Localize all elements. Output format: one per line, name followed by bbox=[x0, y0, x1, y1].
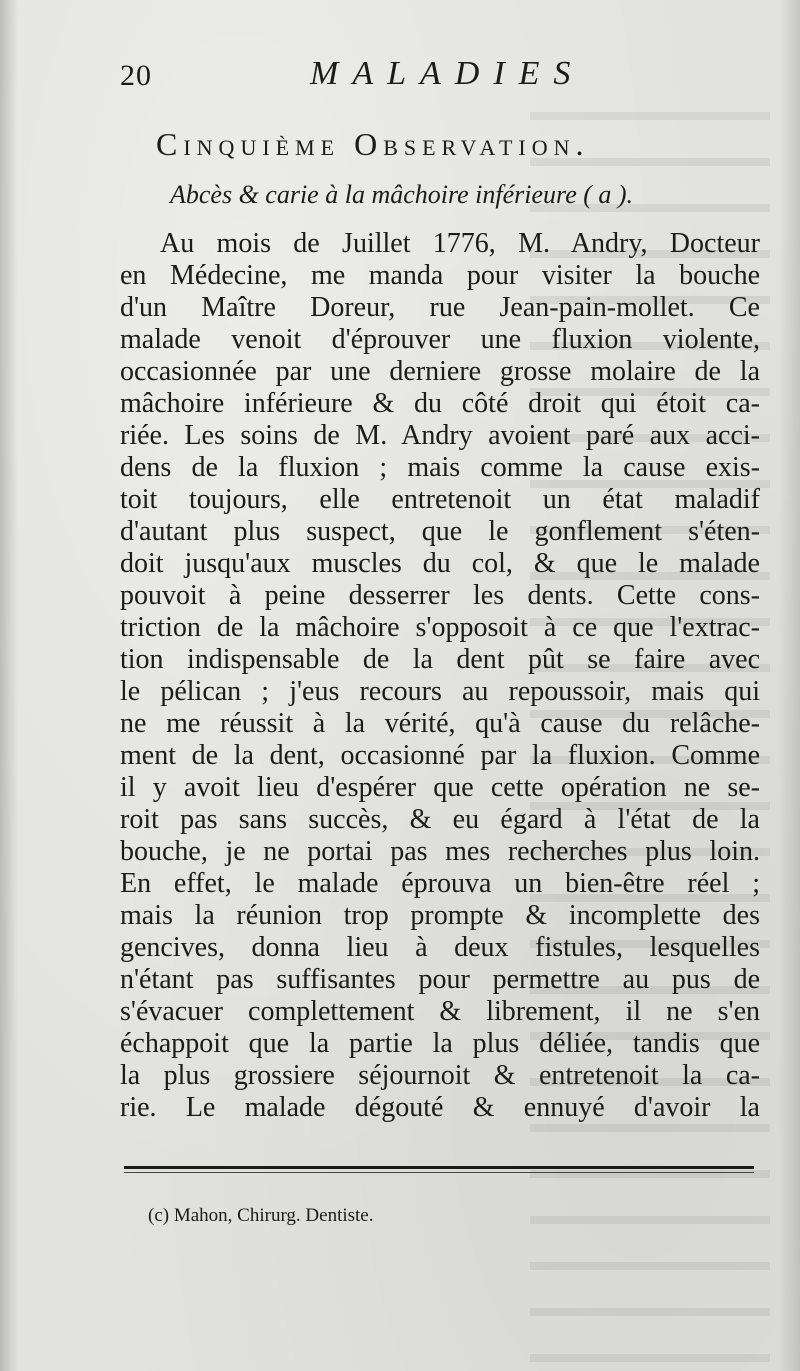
text-line: malade venoit d'éprouver une fluxion violente, bbox=[120, 324, 760, 355]
text-line: Au mois de Juillet 1776, M. Andry, Docteur bbox=[160, 228, 760, 259]
page-header bbox=[120, 55, 590, 99]
text-line: échappoit que la partie la plus déliée, tandis que bbox=[120, 1028, 760, 1059]
text-line: ment de la dent, occasionné par la fluxion. Comme bbox=[120, 740, 760, 771]
text-line: d'un Maître Doreur, rue Jean-pain-mollet. Ce bbox=[120, 292, 760, 323]
text-line: roit pas sans succès, & eu égard à l'état de la bbox=[120, 804, 760, 835]
text-line: gencives, donna lieu à deux fistules, lesquelles bbox=[120, 932, 760, 963]
page-number: 20 bbox=[120, 59, 152, 92]
text-line: toit toujours, elle entretenoit un état maladif bbox=[120, 484, 760, 515]
text-line: s'évacuer complettement & librement, il ne s'en bbox=[120, 996, 760, 1027]
text-line: mais la réunion trop prompte & incomplette des bbox=[120, 900, 760, 931]
text-line: le pélican ; j'eus recours au repoussoir, mais qui bbox=[120, 676, 760, 707]
footnote: (c) Mahon, Chirurg. Dentiste. bbox=[148, 1205, 374, 1226]
text-line: la plus grossiere séjournoit & entretenoit la ca- bbox=[120, 1060, 760, 1091]
text-line: bouche, je ne portai pas mes recherches plus loin. bbox=[120, 836, 760, 867]
text-line: triction de la mâchoire s'opposoit à ce que l'extrac- bbox=[120, 612, 760, 643]
running-head: MALADIES bbox=[310, 55, 585, 92]
text-line: en Médecine, me manda pour visiter la bouche bbox=[120, 260, 760, 291]
text-line: ne me réussit à la vérité, qu'à cause du relâche- bbox=[120, 708, 760, 739]
text-line: dens de la fluxion ; mais comme la cause exis- bbox=[120, 452, 760, 483]
text-line: En effet, le malade éprouva un bien-être réel ; bbox=[120, 868, 760, 899]
text-line: d'autant plus suspect, que le gonflement s'éten- bbox=[120, 516, 760, 547]
body-text bbox=[120, 228, 760, 1124]
footnote-rule-thin bbox=[124, 1172, 754, 1173]
footnote-rule bbox=[124, 1166, 754, 1169]
text-line: occasionnée par une derniere grosse molaire de la bbox=[120, 356, 760, 387]
text-line: mâchoire inférieure & du côté droit qui étoit ca- bbox=[120, 388, 760, 419]
text-line: rie. Le malade dégouté & ennuyé d'avoir la bbox=[120, 1092, 760, 1123]
text-line: riée. Les soins de M. Andry avoient paré aux acci- bbox=[120, 420, 760, 451]
text-line: n'étant pas suffisantes pour permettre au pus de bbox=[120, 964, 760, 995]
text-line: tion indispensable de la dent pût se faire avec bbox=[120, 644, 760, 675]
section-subtitle: Abcès & carie à la mâchoire inférieure ( a ). bbox=[170, 180, 634, 209]
text-line: pouvoit à peine desserrer les dents. Cette cons- bbox=[120, 580, 760, 611]
text-line: doit jusqu'aux muscles du col, & que le malade bbox=[120, 548, 760, 579]
section-title: Cinquième Observation. bbox=[156, 126, 590, 162]
text-line: il y avoit lieu d'espérer que cette opération ne se- bbox=[120, 772, 760, 803]
